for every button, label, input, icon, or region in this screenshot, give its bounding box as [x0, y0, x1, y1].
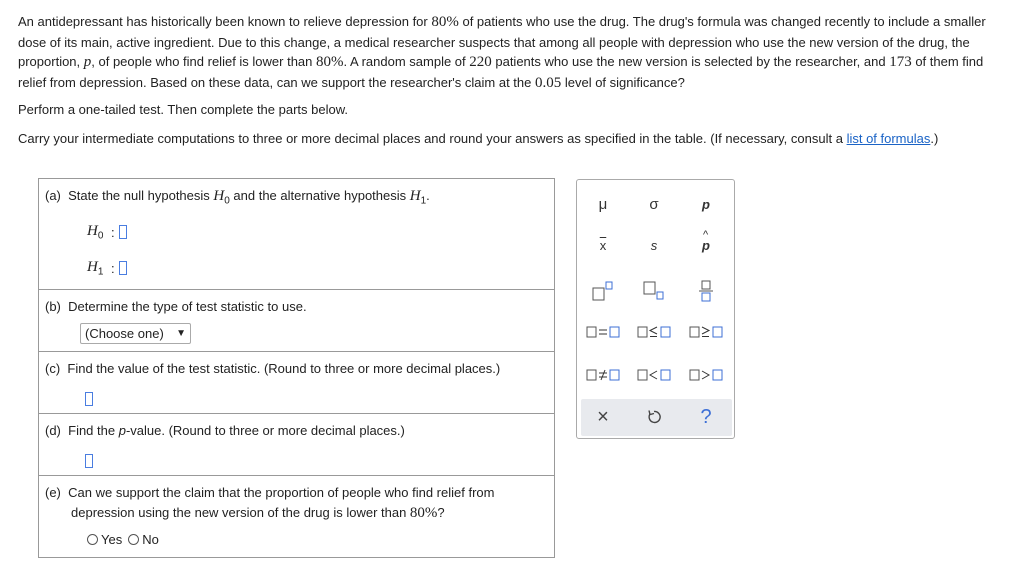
fraction-button[interactable] [686, 279, 726, 303]
fraction-icon [696, 279, 716, 303]
dropdown-arrow-icon: ▼ [176, 328, 186, 339]
problem-statement [18, 12, 1014, 93]
equal-icon [586, 325, 620, 339]
percent-value: 80% [316, 54, 344, 70]
prompt-text: Find the [68, 423, 119, 438]
prompt-text: -value. (Round to three or more decimal places.) [125, 423, 405, 438]
radio-circle-icon [87, 534, 98, 545]
problem-text: An antidepressant has historically been known to relieve depression for [18, 14, 432, 29]
p-variable: p [118, 423, 126, 438]
help-icon: ? [700, 405, 712, 428]
xbar-button[interactable] [583, 233, 623, 257]
prompt-text: and the alternative hypothesis [229, 188, 410, 203]
prompt-text: Determine the type of test statistic to use. [68, 299, 307, 314]
problem-text: of patients who use the drug. The drug's formula was changed recently to include a smaller dose of its main, active ingredient. Due to this change, a medical researcher suspects that among all people with depression who use the new version of the drug, the proportion, [18, 14, 986, 69]
part-a-prompt [45, 188, 430, 207]
instruction-one-tailed: Perform a one-tailed test. Then complete the parts below. [18, 102, 348, 117]
prompt-text: ? [437, 505, 445, 520]
alt-hypothesis-input[interactable] [119, 261, 127, 275]
close-icon: × [597, 405, 609, 428]
help-button[interactable] [686, 405, 726, 429]
part-c [39, 352, 554, 414]
mu-symbol: μ [598, 195, 608, 213]
alt-hypothesis-row [87, 259, 127, 278]
palette-action-bar [581, 399, 732, 436]
undo-button[interactable] [634, 405, 674, 429]
h0-symbol: H [87, 223, 98, 239]
h0-subscript: 0 [224, 195, 230, 207]
part-b [39, 290, 554, 352]
phat-button[interactable] [686, 228, 726, 257]
h0-symbol: H [213, 188, 225, 204]
s-symbol: s [650, 237, 658, 253]
yes-label: Yes [101, 532, 123, 547]
xbar-symbol: $\overline{x}$ [599, 237, 607, 253]
colon: : [111, 260, 115, 276]
sigma-symbol: σ [649, 195, 659, 213]
h1-subscript: 1 [420, 195, 427, 207]
test-statistic-input[interactable] [85, 392, 93, 406]
subscript-button[interactable] [634, 279, 674, 303]
superscript-icon [590, 280, 616, 302]
instruction-text: .) [930, 131, 939, 146]
instruction-rounding [18, 131, 1014, 146]
colon: : [111, 224, 115, 240]
prompt-text: State the null hypothesis [68, 188, 214, 203]
h1-subscript: 1 [97, 266, 104, 278]
question-table [38, 178, 555, 558]
greater-than-button[interactable] [686, 363, 726, 387]
part-label: (a) [45, 188, 61, 203]
greater-equal-icon [689, 325, 723, 339]
part-b-prompt [45, 299, 307, 314]
null-hypothesis-row [87, 223, 127, 242]
undo-icon [646, 409, 662, 425]
problem-text: patients who use the new version is selected by the researcher, and [491, 54, 890, 69]
list-of-formulas-link[interactable]: list of formulas [846, 131, 931, 146]
proportion-variable: p [83, 54, 92, 70]
yes-radio[interactable] [87, 532, 122, 547]
part-a [39, 179, 554, 290]
no-label: No [142, 532, 159, 547]
percent-value: 80% [409, 505, 438, 521]
part-label: (b) [45, 299, 61, 314]
radio-circle-icon [128, 534, 139, 545]
h1-symbol: H [87, 259, 98, 275]
hat-icon: ^ [703, 228, 709, 241]
less-equal-button[interactable] [634, 320, 674, 344]
less-than-button[interactable] [634, 363, 674, 387]
claim-radio-group [87, 532, 165, 547]
h1-symbol: H [409, 188, 421, 204]
part-e-prompt [45, 483, 494, 523]
null-hypothesis-input[interactable] [119, 225, 127, 239]
clear-button[interactable] [583, 405, 623, 429]
not-equal-button[interactable] [583, 363, 623, 387]
problem-text: level of significance? [561, 74, 685, 90]
dropdown-value: (Choose one) [85, 326, 164, 341]
symbol-palette [576, 179, 735, 439]
no-radio[interactable] [128, 532, 159, 547]
prompt-text: . [426, 188, 430, 203]
instruction-text: Carry your intermediate computations to three or more decimal places and round your answers as specified in the table. (If necessary, consult a [18, 131, 847, 146]
subscript-icon [641, 280, 667, 302]
sigma-button[interactable] [634, 192, 674, 216]
part-label: (e) [45, 485, 61, 500]
less-than-icon [637, 368, 671, 382]
p-symbol: p [702, 196, 710, 212]
test-statistic-dropdown[interactable] [80, 323, 191, 344]
s-button[interactable] [634, 233, 674, 257]
success-count: 173 [889, 54, 912, 70]
phat-symbol: p [702, 237, 710, 253]
p-button[interactable] [686, 192, 726, 216]
part-d-prompt [45, 423, 405, 438]
problem-text: , of people who find relief is lower than [91, 54, 317, 69]
sample-size: 220 [469, 54, 492, 70]
less-equal-icon [637, 325, 671, 339]
superscript-button[interactable] [583, 279, 623, 303]
part-c-prompt [45, 361, 500, 376]
p-value-input[interactable] [85, 454, 93, 468]
greater-than-icon [689, 368, 723, 382]
problem-text: of them find relief from depression. Based on these data, can we support the researcher's claim at the [18, 54, 984, 90]
problem-text: . A random sample of [343, 54, 470, 69]
percent-value: 80% [431, 14, 459, 30]
h0-subscript: 0 [97, 230, 104, 242]
prompt-text: depression using the new version of the drug is lower than [71, 505, 410, 520]
part-label: (c) [45, 361, 61, 376]
part-e [39, 476, 554, 558]
prompt-text: Find the value of the test statistic. (Round to three or more decimal places.) [67, 361, 501, 376]
prompt-text: Can we support the claim that the proportion of people who find relief from [68, 485, 495, 500]
part-d [39, 414, 554, 476]
mu-button[interactable] [583, 192, 623, 216]
equal-button[interactable] [583, 320, 623, 344]
greater-equal-button[interactable] [686, 320, 726, 344]
part-label: (d) [45, 423, 61, 438]
not-equal-icon [586, 368, 620, 382]
significance-level: 0.05 [534, 74, 562, 91]
